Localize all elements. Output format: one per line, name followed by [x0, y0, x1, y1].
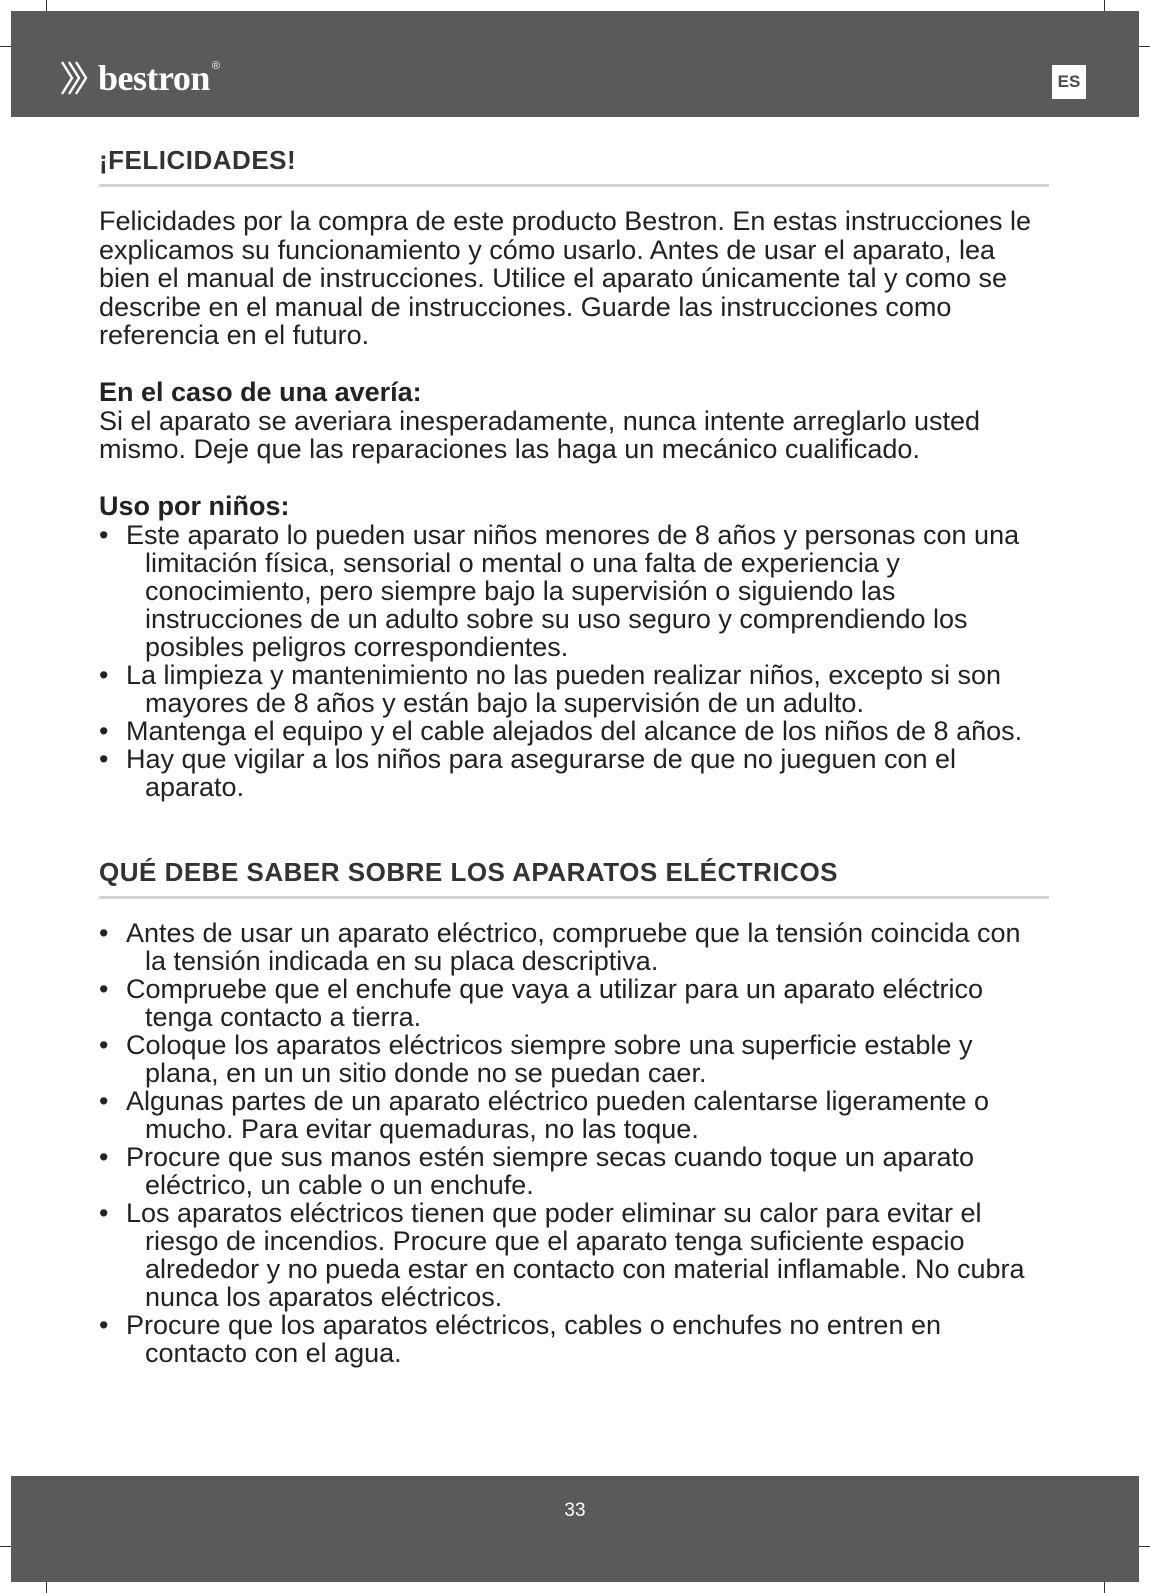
list-item: • La limpieza y mantenimiento no las pueden realizar niños, excepto si son mayores de 8 años y están bajo la supervisión de un adulto. — [99, 661, 1049, 717]
children-list — [99, 521, 1049, 801]
list-item: • Antes de usar un aparato eléctrico, compruebe que la tensión coincida con la tensión indicada en su placa descriptiva. — [99, 919, 1049, 975]
section-title-electrical: QUÉ DEBE SABER SOBRE LOS APARATOS ELÉCTRICOS — [99, 857, 1049, 899]
fault-heading: En el caso de una avería: — [99, 376, 422, 407]
intro-paragraph: Felicidades por la compra de este producto Bestron. En estas instrucciones le explicamos su funcionamiento y cómo usarlo. Antes de usar el aparato, lea bien el manual de instrucciones. Utilice el aparato únicamente tal y como se describe en el manual de instrucciones. Guarde las instrucciones como referencia en el futuro. — [99, 206, 1031, 350]
electrical-list — [99, 919, 1049, 1367]
list-item: • Coloque los aparatos eléctricos siempre sobre una superficie estable y plana, en un un sitio donde no se puedan caer. — [99, 1031, 1049, 1087]
brand-name: bestron — [98, 58, 210, 98]
list-item: • Procure que los aparatos eléctricos, cables o enchufes no entren en contacto con el agua. — [99, 1311, 1049, 1367]
list-item: • Este aparato lo pueden usar niños menores de 8 años y personas con una limitación física, sensorial o mental o una falta de experiencia y conocimiento, pero siempre bajo la supervisión o siguiendo las instrucciones de un adulto sobre su uso seguro y comprendiendo los posibles peligros correspondientes. — [99, 521, 1049, 661]
page-footer — [11, 1476, 1139, 1582]
section-title-congratulations: ¡FELICIDADES! — [99, 145, 1049, 187]
chevron-logo-icon — [60, 58, 94, 98]
list-item: • Hay que vigilar a los niños para asegurarse de que no jueguen con el aparato. — [99, 745, 1049, 801]
list-item: • Mantenga el equipo y el cable alejados del alcance de los niños de 8 años. — [99, 717, 1049, 745]
list-item: • Algunas partes de un aparato eléctrico pueden calentarse ligeramente o mucho. Para evitar quemaduras, no las toque. — [99, 1087, 1049, 1143]
language-badge: ES — [1052, 65, 1086, 99]
list-item: • Los aparatos eléctricos tienen que poder eliminar su calor para evitar el riesgo de incendios. Procure que el aparato tenga suficiente espacio alrededor y no pueda estar en contacto con material inflamable. No cubra nunca los aparatos eléctricos. — [99, 1199, 1049, 1311]
fault-paragraph: Si el aparato se averiara inesperadamente, nunca intente arreglarlo usted mismo. Deje que las reparaciones las haga un mecánico cualificado. — [99, 405, 981, 464]
bestron-logo — [60, 58, 220, 98]
page-number: 33 — [564, 1500, 586, 1521]
list-item: • Procure que sus manos estén siempre secas cuando toque un aparato eléctrico, un cable o un enchufe. — [99, 1143, 1049, 1199]
registered-mark: ® — [211, 60, 220, 72]
children-heading: Uso por niños: — [99, 490, 290, 521]
list-item: • Compruebe que el enchufe que vaya a utilizar para un aparato eléctrico tenga contacto a tierra. — [99, 975, 1049, 1031]
page-content — [99, 145, 1049, 1367]
